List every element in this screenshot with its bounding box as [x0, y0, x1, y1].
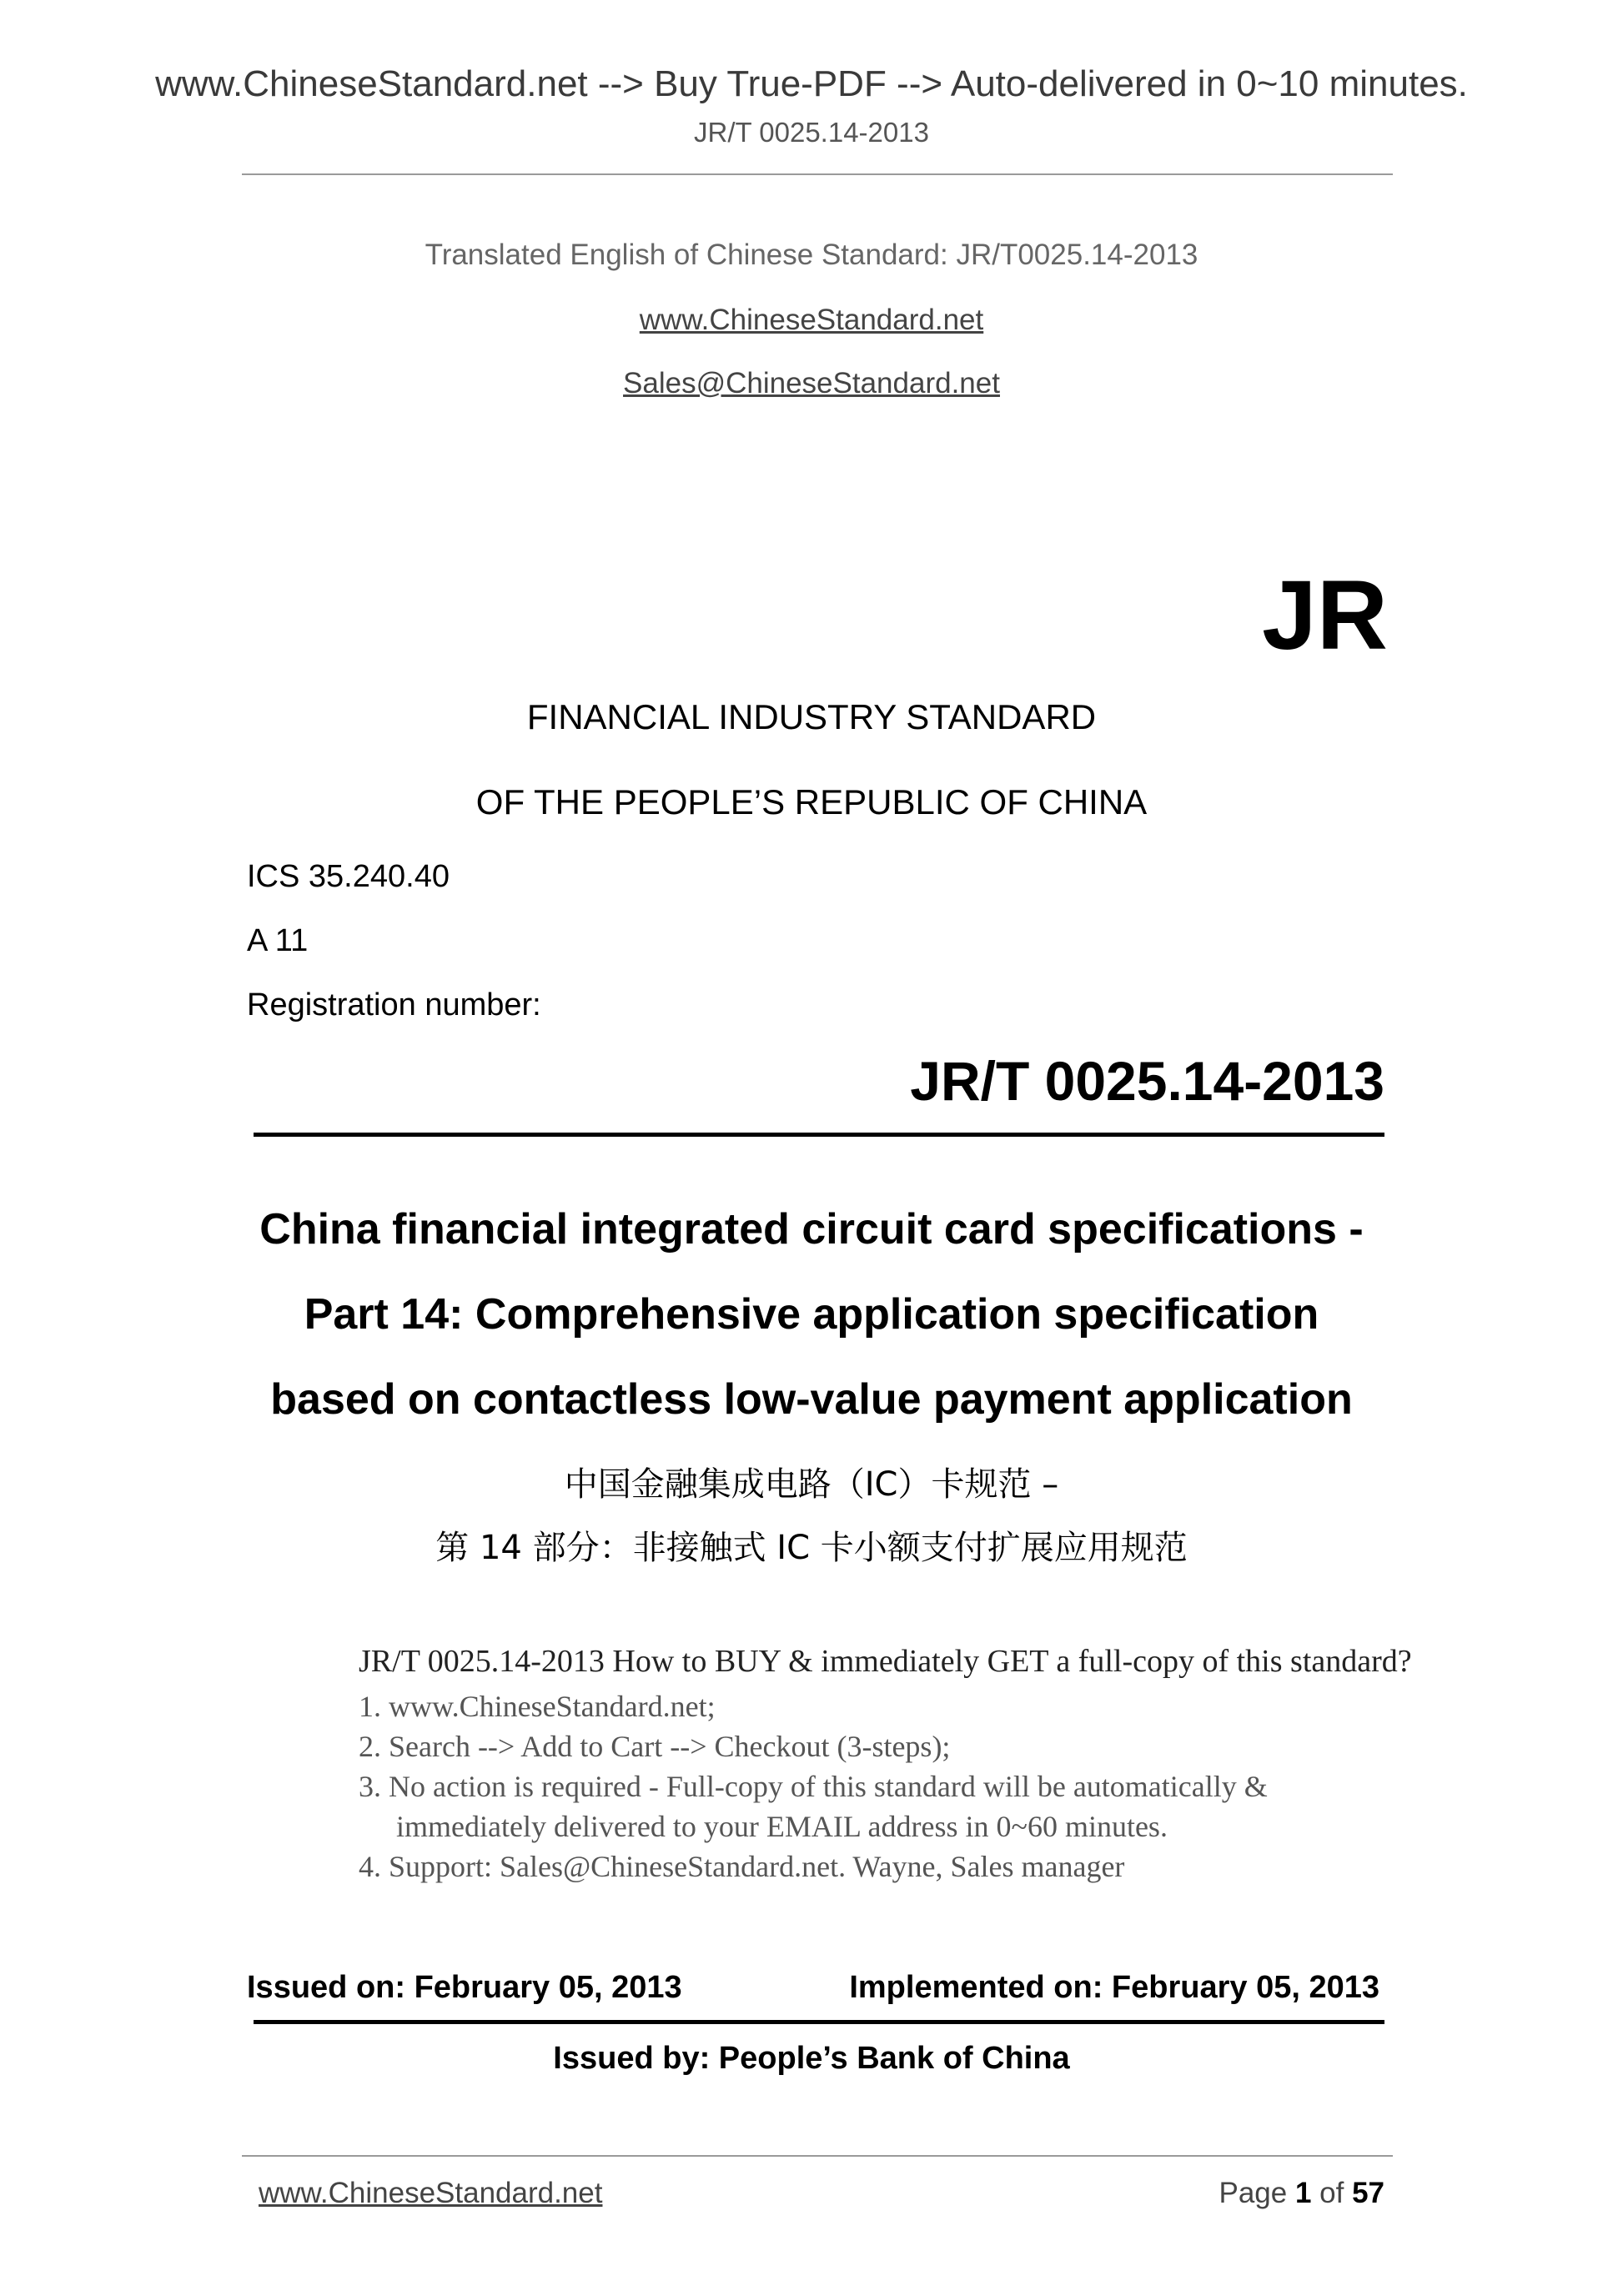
- standard-number: JR/T 0025.14-2013: [910, 1050, 1384, 1112]
- title-line-3: based on contactless low-value payment application: [270, 1375, 1353, 1424]
- buy-step: 2. Search --> Add to Cart --> Checkout (3-steps);: [359, 1730, 951, 1763]
- header-divider: [242, 173, 1393, 175]
- class-code: A 11: [247, 923, 309, 958]
- title-divider: [254, 1133, 1384, 1137]
- translated-notice: Translated English of Chinese Standard: JR/T0025.14-2013: [425, 239, 1198, 271]
- issued-by: Issued by: People’s Bank of China: [553, 2041, 1070, 2076]
- buy-instructions: [359, 1643, 1443, 1887]
- registration-number: Registration number:: [247, 987, 541, 1022]
- page-prefix: Page: [1219, 2177, 1295, 2209]
- issued-on-date: Issued on: February 05, 2013: [247, 1970, 682, 2005]
- footer-divider: [242, 2155, 1393, 2157]
- dates-divider: [254, 2020, 1384, 2024]
- chinese-title-1: 中国金融集成电路（IC）卡规范 –: [564, 1465, 1059, 1504]
- site-link-row: [0, 304, 1623, 337]
- header-banner: www.ChineseStandard.net --> Buy True-PDF --> Auto-delivered in 0~10 minutes.: [155, 63, 1468, 104]
- buy-step: 1. www.ChineseStandard.net;: [359, 1690, 716, 1723]
- header-standard-code: JR/T 0025.14-2013: [694, 117, 929, 148]
- buy-heading: JR/T 0025.14-2013 How to BUY & immediately GET a full-copy of this standard?: [359, 1644, 1412, 1679]
- buy-list: [359, 1686, 1443, 1887]
- site-link[interactable]: www.ChineseStandard.net: [639, 304, 984, 336]
- org-line-2: OF THE PEOPLE’S REPUBLIC OF CHINA: [475, 782, 1148, 821]
- jr-logo-text: JR: [1262, 560, 1388, 671]
- footer-site-link[interactable]: www.ChineseStandard.net: [259, 2177, 603, 2209]
- page-current: 1: [1294, 2177, 1312, 2209]
- title-line-2: Part 14: Comprehensive application specification: [304, 1290, 1319, 1339]
- ics-code: ICS 35.240.40: [247, 859, 450, 894]
- title-line-1: China financial integrated circuit card specifications -: [259, 1205, 1364, 1254]
- page-total: 57: [1352, 2177, 1384, 2209]
- page-indicator: [1219, 2177, 1384, 2210]
- sales-email-link[interactable]: Sales@ChineseStandard.net: [623, 367, 1000, 399]
- buy-step-continued: immediately delivered to your EMAIL address in 0~60 minutes.: [359, 1810, 1168, 1843]
- page-mid: of: [1311, 2177, 1353, 2209]
- org-line-1: FINANCIAL INDUSTRY STANDARD: [526, 697, 1097, 736]
- chinese-title-2: 第 14 部分：非接触式 IC 卡小额支付扩展应用规范: [435, 1529, 1188, 1567]
- sales-link-row: [0, 367, 1623, 400]
- buy-step: 3. No action is required - Full-copy of this standard will be automatically &: [359, 1770, 1268, 1803]
- implemented-on-date: Implemented on: February 05, 2013: [849, 1970, 1379, 2005]
- buy-step: 4. Support: Sales@ChineseStandard.net. Wayne, Sales manager: [359, 1850, 1125, 1883]
